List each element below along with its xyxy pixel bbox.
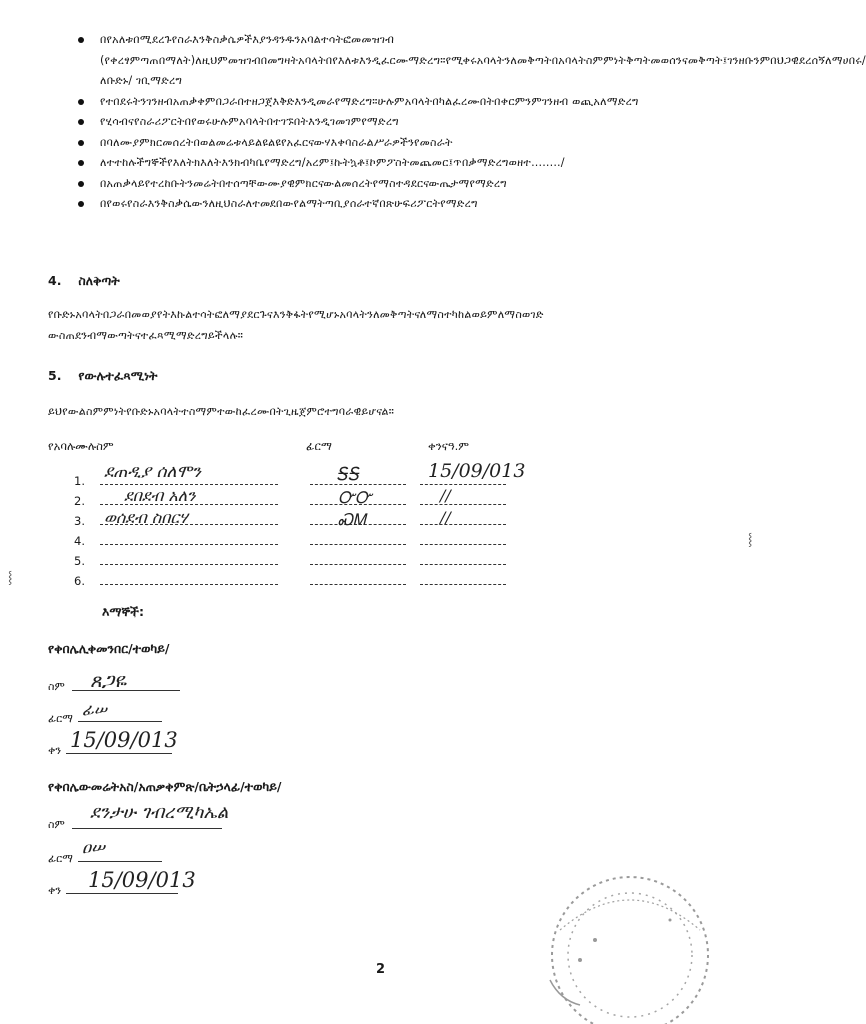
row-number: 2. [74, 494, 85, 508]
member-date-handwritten: 15/09/013 [428, 460, 526, 482]
name-line [100, 564, 278, 565]
bullet-item: በየአለቱበሚደረጉየስራእንቅስቃሴዎችእያንዳንዱንአባልተሳትፎመመዝገብ (የቀረፃምጣጠበማለት)ለዚህምመዝገብበመግዛትአባላትበየእለቱእንዲፈርሙማድረግ።የሚቀሩአባላትንለመቅጣትበአባላትስምምነትቅጣትመወሰንናመቅጣት፤ገንዘቡንምበህጋዊደረሰኝለማሀበሩ/ለቡድኑ/ ገቢማድረግ [72, 30, 712, 92]
section-4-text [48, 304, 728, 346]
member-row [74, 508, 574, 532]
witness-1-title: የቀበሌሊቀመንበር/ተወካይ/ [48, 641, 170, 656]
witness-1-name-handwritten: ጸጋዬ [90, 668, 127, 692]
witness-2-date-handwritten: 15/09/013 [88, 868, 196, 892]
bullet-item: ለተተከሉችግኞችየእለትክእለትእንክብካቤየማድረግ/አረም፤ኩትኳቶ፤ኮምፖስትመጨመር፤ጥበቃማድረግወዘተ......../ [72, 153, 712, 174]
section-4-text-line1: የቡድኑአባላትበጋራበመወያየትእኩልተሳትፎለማያደርጉናእንቅፋትየሚሆኑአባላትንለመቅጣትናለማስተካከልወይምለማስወገድ [48, 308, 544, 321]
margin-mark: ⸾ [8, 570, 13, 584]
member-signature-handwritten: ᎦᎦ [336, 464, 359, 485]
name-line [100, 584, 278, 585]
member-name-handwritten: ወሰደብ ስበርሃ [104, 508, 188, 527]
member-name-handwritten: ደጠዲያ ሰለሞን [104, 462, 201, 482]
section-5-text: ይህየውልስምምነትየቡድኑአባላትተስማምተውከፈረሙበትጊዜጀምሮተግባራዊይሆናል። [48, 405, 395, 418]
bullet-item: በባለሙያምክርመሰረትበወልመሬቱላይልዩልዩየአፈርናውሃእቀባስራልሥራዎችንየመስራት [72, 133, 712, 154]
official-stamp [520, 860, 720, 1010]
column-header-signature: ፊርማ [306, 439, 332, 453]
witness-2-signature-handwritten: ዐሠ [82, 838, 105, 858]
witness-2-date-line [66, 893, 178, 894]
signature-line [310, 584, 406, 585]
row-number: 6. [74, 574, 85, 588]
member-date-handwritten: // [440, 486, 451, 505]
member-row [74, 572, 574, 592]
section-5-title: የውሉተፈጻሚነት [78, 368, 158, 383]
section-4-heading [48, 273, 120, 289]
date-line [420, 484, 506, 485]
witness-1-date-line [66, 753, 172, 754]
duties-bullet-list [72, 30, 866, 215]
witness-1-name-label: ስም [48, 680, 65, 693]
witness-2-title: የቀበሌውመሬትአስ/አጠቃቀምጽ/ቤትኃላፊ/ተወካይ/ [48, 779, 282, 794]
column-header-name: የአባሉሙሉስም [48, 439, 114, 453]
page-number: 2 [376, 962, 386, 977]
section-4-text-line2: ውስጠደንብማውጣትናተፈጻሚማድረግይችላሉ። [48, 329, 244, 342]
witness-2-name-line [72, 828, 222, 829]
signature-line [310, 564, 406, 565]
name-line [100, 544, 278, 545]
witness-1-date-label: ቀን [48, 744, 62, 757]
bullet-item: በአጠቃላይየተረከቡትንመሬትበተሰጣቸውሙያዊምክርናውልመሰረትየማስተዳደርናውጤታማየማድረግ [72, 174, 712, 195]
member-date-handwritten: // [440, 508, 451, 527]
date-line [420, 564, 506, 565]
witness-2-signature-label: ፊርማ [48, 852, 73, 865]
name-line [100, 484, 278, 485]
date-line [420, 524, 506, 525]
margin-mark: ⸾ [748, 532, 753, 546]
section-4-number: 4. [48, 273, 62, 288]
witness-2-signature-line [78, 861, 162, 862]
bullet-item: በየወሩየስራእንቅስቃሴውንለዚህስራለተመደበውየልማትጣቢያሰራተኛበጽሁፍሪፖርትየማድረግ [72, 194, 712, 215]
date-line [420, 544, 506, 545]
signature-line [310, 544, 406, 545]
witness-1-signature-handwritten: ፊሠ [82, 700, 107, 719]
witness-1-signature-label: ፊርማ [48, 712, 73, 725]
member-row [74, 532, 574, 552]
date-line [420, 584, 506, 585]
witness-2-name-label: ስም [48, 818, 65, 831]
member-row [74, 552, 574, 572]
member-signature-handwritten: ᏅᏅ [338, 488, 372, 507]
member-signature-handwritten: ᏍᎷ [338, 510, 366, 529]
section-4-title: ስለቅጣት [78, 273, 120, 288]
column-header-date: ቀንናዓ.ም [428, 439, 470, 453]
row-number: 3. [74, 514, 85, 528]
witness-2-date-label: ቀን [48, 884, 62, 897]
row-number: 4. [74, 534, 85, 548]
bullet-item: የተበደሩትንገንዘብአጠቃቀምበጋራበተዘጋጀእቅድእንዲመራየማድረግ።ሁሉምአባላትበካልፈረሙበትበቀርምንምገንዘብ ወጪአለማድረግ [72, 92, 712, 113]
row-number: 5. [74, 554, 85, 568]
bullet-item: የሂሳብናየስራሪፖርትበየወሩሁሉምአባላትበተገኙበትእንዲገመገምየማድረግ [72, 112, 712, 133]
section-5-heading [48, 368, 158, 384]
date-line [420, 504, 506, 505]
section-5-number: 5. [48, 368, 62, 383]
witness-1-signature-line [78, 721, 162, 722]
witnesses-heading: እማኞች: [102, 604, 144, 619]
witness-1-date-handwritten: 15/09/013 [70, 728, 178, 752]
row-number: 1. [74, 474, 85, 488]
witness-2-name-handwritten: ደንታሁ ገብረሚካኤል [90, 802, 229, 823]
member-name-handwritten: ደበደብ አለን [124, 486, 196, 505]
